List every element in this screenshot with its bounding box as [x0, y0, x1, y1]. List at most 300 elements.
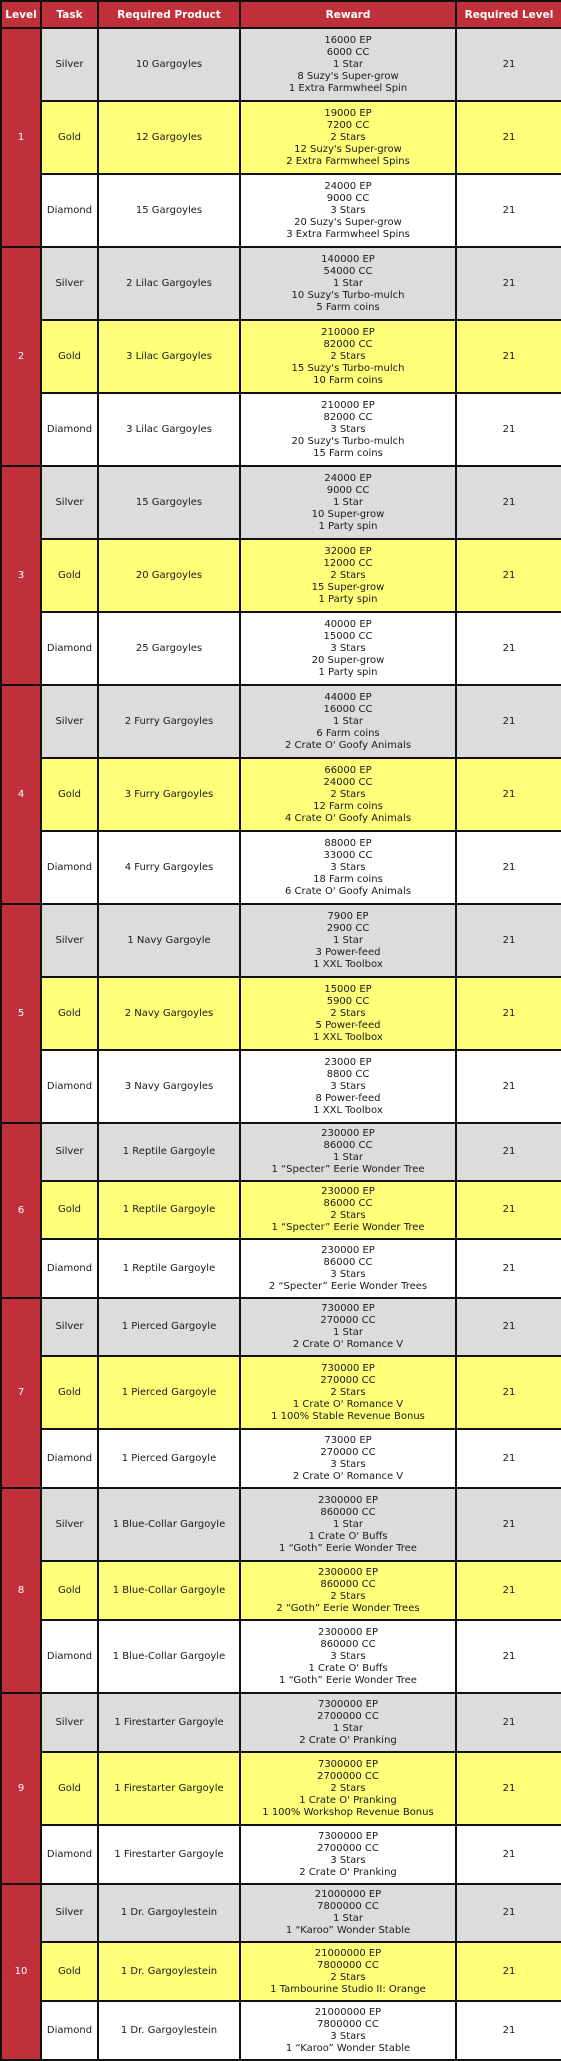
table-row [1, 247, 561, 320]
required-level-cell: 21 [456, 1561, 561, 1620]
required-product-cell: 1 Dr. Gargoylestein [98, 1884, 240, 1942]
required-product-cell: 1 Blue-Collar Gargoyle [98, 1561, 240, 1620]
reward-cell [240, 28, 456, 101]
reward-line: 210000 EP [321, 399, 375, 411]
reward-line: 6 Farm coins [316, 727, 380, 739]
required-level-cell: 21 [456, 612, 561, 685]
required-level-cell: 21 [456, 1123, 561, 1181]
reward-line: 16000 CC [323, 703, 373, 715]
reward-line: 3 Extra Farmwheel Spins [286, 228, 410, 240]
reward-line: 1 “Goth” Eerie Wonder Tree [279, 1674, 417, 1686]
reward-cell [240, 1050, 456, 1123]
reward-line: 32000 EP [324, 545, 372, 557]
reward-line: 2300000 EP [317, 1494, 379, 1506]
reward-line: 230000 EP [321, 1186, 375, 1197]
required-product-cell: 10 Gargoyles [98, 28, 240, 101]
reward-line: 730000 EP [321, 1362, 375, 1374]
table-row [1, 1693, 561, 1752]
task-cell: Silver [41, 247, 98, 320]
reward-line: 66000 EP [324, 764, 372, 776]
required-product-cell: 1 Pierced Gargoyle [98, 1298, 240, 1356]
reward-line: 1 Star [332, 715, 364, 727]
required-level-cell: 21 [456, 977, 561, 1050]
reward-line: 24000 EP [324, 180, 372, 192]
required-product-cell: 3 Navy Gargoyles [98, 1050, 240, 1123]
reward-line: 3 Stars [330, 861, 366, 873]
table-row [1, 28, 561, 101]
reward-cell [240, 1488, 456, 1561]
required-product-cell: 3 Lilac Gargoyles [98, 393, 240, 466]
reward-line: 1 Party spin [318, 520, 378, 532]
required-level-cell: 21 [456, 1356, 561, 1429]
reward-cell [240, 1181, 456, 1239]
reward-line: 1 100% Workshop Revenue Bonus [262, 1806, 434, 1818]
reward-line: 1 Party spin [318, 666, 378, 678]
table-row [1, 1239, 561, 1298]
level-cell: 3 [1, 466, 41, 685]
reward-line: 230000 EP [321, 1244, 375, 1256]
required-level-cell: 21 [456, 466, 561, 539]
reward-line: 1 Crate O' Romance V [292, 1398, 404, 1410]
header-level: Level [1, 1, 41, 28]
reward-cell [240, 612, 456, 685]
reward-line: 15 Farm coins [313, 447, 383, 459]
required-product-cell: 1 Dr. Gargoylestein [98, 2001, 240, 2060]
table-row [1, 977, 561, 1050]
task-cell: Diamond [41, 1620, 98, 1693]
reward-line: 1 Extra Farmwheel Spin [288, 82, 408, 94]
reward-line: 20 Suzy's Super-grow [294, 216, 402, 228]
required-product-cell: 1 Reptile Gargoyle [98, 1181, 240, 1239]
required-product-cell: 15 Gargoyles [98, 466, 240, 539]
table-row [1, 539, 561, 612]
reward-line: 82000 CC [323, 411, 373, 423]
table-row [1, 612, 561, 685]
reward-line: 1 Star [332, 1722, 364, 1734]
reward-cell [240, 1620, 456, 1693]
required-level-cell: 21 [456, 1884, 561, 1942]
required-product-cell: 1 Reptile Gargoyle [98, 1123, 240, 1181]
task-cell: Diamond [41, 612, 98, 685]
reward-line: 1 Star [332, 1327, 364, 1338]
reward-line: 2 Stars [330, 1782, 366, 1794]
reward-line: 3 Stars [330, 1458, 366, 1470]
table-row [1, 1050, 561, 1123]
reward-line: 2 “Goth” Eerie Wonder Trees [276, 1602, 420, 1614]
required-product-cell: 1 Reptile Gargoyle [98, 1239, 240, 1298]
reward-line: 2700000 CC [317, 1842, 379, 1854]
table-row [1, 1942, 561, 2001]
reward-line: 6000 CC [326, 46, 370, 58]
reward-line: 270000 CC [320, 1446, 376, 1458]
required-level-cell: 21 [456, 831, 561, 904]
table-row [1, 1123, 561, 1181]
task-cell: Diamond [41, 2001, 98, 2060]
reward-line: 1 Crate O' Buffs [308, 1662, 388, 1674]
reward-line: 2300000 EP [317, 1566, 379, 1578]
reward-line: 860000 CC [320, 1638, 376, 1650]
reward-line: 1 Crate O' Buffs [308, 1530, 388, 1542]
reward-line: 3 Stars [330, 1854, 366, 1866]
reward-line: 1 “Karoo” Wonder Stable [285, 2042, 411, 2054]
reward-line: 3 Stars [330, 204, 366, 216]
table-row [1, 685, 561, 758]
required-product-cell: 1 Pierced Gargoyle [98, 1429, 240, 1488]
reward-line: 8 Power-feed [315, 1092, 381, 1104]
task-cell: Gold [41, 1752, 98, 1825]
reward-cell [240, 1825, 456, 1884]
reward-line: 1 Star [332, 934, 364, 946]
reward-cell [240, 466, 456, 539]
reward-cell [240, 977, 456, 1050]
reward-line: 7900 EP [327, 910, 369, 922]
required-product-cell: 15 Gargoyles [98, 174, 240, 247]
reward-cell [240, 1356, 456, 1429]
reward-line: 2 Crate O' Pranking [299, 1734, 397, 1746]
table-row [1, 174, 561, 247]
reward-line: 5900 CC [326, 995, 370, 1007]
reward-cell [240, 831, 456, 904]
reward-line: 7200 CC [326, 119, 370, 131]
required-product-cell: 4 Furry Gargoyles [98, 831, 240, 904]
required-product-cell: 1 Blue-Collar Gargoyle [98, 1488, 240, 1561]
reward-line: 12 Farm coins [313, 800, 383, 812]
task-cell: Silver [41, 1884, 98, 1942]
table-row [1, 1356, 561, 1429]
table-row [1, 320, 561, 393]
table-row [1, 393, 561, 466]
task-cell: Silver [41, 904, 98, 977]
required-product-cell: 1 Blue-Collar Gargoyle [98, 1620, 240, 1693]
table-row [1, 1825, 561, 1884]
reward-line: 8 Suzy's Super-grow [297, 70, 399, 82]
reward-line: 1 Star [332, 1518, 364, 1530]
task-cell: Silver [41, 1123, 98, 1181]
reward-cell [240, 904, 456, 977]
reward-line: 15 Super-grow [311, 581, 385, 593]
reward-line: 4 Crate O' Goofy Animals [284, 812, 412, 824]
table-row [1, 101, 561, 174]
required-level-cell: 21 [456, 393, 561, 466]
reward-line: 2 Stars [330, 131, 366, 143]
reward-line: 20 Suzy's Turbo-mulch [291, 435, 405, 447]
reward-line: 6 Crate O' Goofy Animals [284, 885, 412, 897]
reward-line: 860000 CC [320, 1578, 376, 1590]
reward-cell [240, 174, 456, 247]
reward-cell [240, 2001, 456, 2060]
table-row [1, 1298, 561, 1356]
level-cell: 6 [1, 1123, 41, 1298]
reward-cell [240, 1693, 456, 1752]
reward-line: 2 Stars [330, 1210, 366, 1221]
reward-line: 1 Crate O' Pranking [299, 1794, 397, 1806]
reward-cell [240, 1239, 456, 1298]
task-cell: Gold [41, 1942, 98, 2001]
required-level-cell: 21 [456, 1298, 561, 1356]
required-level-cell: 21 [456, 1752, 561, 1825]
required-level-cell: 21 [456, 904, 561, 977]
reward-cell [240, 101, 456, 174]
reward-line: 2 Stars [330, 1007, 366, 1019]
level-cell: 8 [1, 1488, 41, 1693]
required-product-cell: 2 Navy Gargoyles [98, 977, 240, 1050]
table-row [1, 1429, 561, 1488]
task-cell: Gold [41, 758, 98, 831]
table-row [1, 1488, 561, 1561]
reward-line: 1 XXL Toolbox [313, 1104, 383, 1116]
required-level-cell: 21 [456, 101, 561, 174]
task-cell: Silver [41, 1693, 98, 1752]
reward-line: 7300000 EP [317, 1698, 379, 1710]
reward-line: 270000 CC [320, 1315, 376, 1326]
required-product-cell: 3 Lilac Gargoyles [98, 320, 240, 393]
reward-line: 15 Suzy's Turbo-mulch [291, 362, 405, 374]
reward-line: 1 Star [332, 277, 364, 289]
reward-line: 86000 CC [323, 1256, 373, 1268]
task-cell: Gold [41, 1356, 98, 1429]
reward-line: 1 Star [332, 1913, 364, 1924]
level-cell: 5 [1, 904, 41, 1123]
reward-line: 2 Stars [330, 1590, 366, 1602]
reward-line: 10 Super-grow [311, 508, 385, 520]
task-cell: Silver [41, 466, 98, 539]
required-product-cell: 1 Dr. Gargoylestein [98, 1942, 240, 2001]
reward-line: 8800 CC [326, 1068, 370, 1080]
reward-line: 3 Stars [330, 642, 366, 654]
task-cell: Silver [41, 685, 98, 758]
reward-line: 1 XXL Toolbox [313, 958, 383, 970]
header-required-product: Required Product [98, 1, 240, 28]
task-cell: Gold [41, 1181, 98, 1239]
required-level-cell: 21 [456, 1181, 561, 1239]
reward-line: 2 Crate O' Romance V [292, 1339, 404, 1350]
required-product-cell: 1 Firestarter Gargoyle [98, 1693, 240, 1752]
reward-line: 15000 CC [323, 630, 373, 642]
task-cell: Gold [41, 101, 98, 174]
reward-line: 7800000 CC [317, 1901, 379, 1912]
reward-line: 1 Party spin [318, 593, 378, 605]
task-cell: Diamond [41, 393, 98, 466]
table-row [1, 1752, 561, 1825]
reward-line: 1 Star [332, 496, 364, 508]
reward-line: 2700000 CC [317, 1710, 379, 1722]
reward-cell [240, 320, 456, 393]
reward-line: 21000000 EP [314, 1947, 382, 1959]
reward-line: 2 Stars [330, 1386, 366, 1398]
required-product-cell: 3 Furry Gargoyles [98, 758, 240, 831]
required-level-cell: 21 [456, 758, 561, 831]
reward-line: 54000 CC [323, 265, 373, 277]
required-product-cell: 25 Gargoyles [98, 612, 240, 685]
table-row [1, 1620, 561, 1693]
required-product-cell: 12 Gargoyles [98, 101, 240, 174]
header-task: Task [41, 1, 98, 28]
level-cell: 4 [1, 685, 41, 904]
reward-line: 24000 CC [323, 776, 373, 788]
required-level-cell: 21 [456, 1825, 561, 1884]
reward-line: 2 Crate O' Goofy Animals [284, 739, 412, 751]
task-cell: Diamond [41, 1429, 98, 1488]
table-row [1, 758, 561, 831]
table-row [1, 831, 561, 904]
reward-line: 3 Stars [330, 2030, 366, 2042]
table-row [1, 1181, 561, 1239]
task-cell: Silver [41, 28, 98, 101]
table-row [1, 466, 561, 539]
reward-line: 1 “Goth” Eerie Wonder Tree [279, 1542, 417, 1554]
reward-line: 3 Power-feed [315, 946, 381, 958]
task-cell: Diamond [41, 1239, 98, 1298]
required-level-cell: 21 [456, 1620, 561, 1693]
reward-cell [240, 1561, 456, 1620]
reward-line: 19000 EP [324, 107, 372, 119]
reward-line: 20 Super-grow [311, 654, 385, 666]
reward-line: 2 Stars [330, 788, 366, 800]
reward-line: 140000 EP [321, 253, 375, 265]
required-level-cell: 21 [456, 1050, 561, 1123]
reward-line: 1 “Specter” Eerie Wonder Tree [271, 1164, 425, 1175]
reward-line: 21000000 EP [314, 2006, 382, 2018]
reward-line: 7300000 EP [317, 1830, 379, 1842]
reward-line: 10 Farm coins [313, 374, 383, 386]
required-level-cell: 21 [456, 685, 561, 758]
table-body [1, 28, 561, 2060]
reward-line: 12 Suzy's Super-grow [294, 143, 402, 155]
task-cell: Silver [41, 1488, 98, 1561]
header-reward: Reward [240, 1, 456, 28]
level-cell: 1 [1, 28, 41, 247]
task-cell: Diamond [41, 174, 98, 247]
required-level-cell: 21 [456, 1942, 561, 2001]
reward-line: 270000 CC [320, 1374, 376, 1386]
reward-line: 40000 EP [324, 618, 372, 630]
reward-line: 3 Stars [330, 423, 366, 435]
required-level-cell: 21 [456, 320, 561, 393]
reward-line: 2 “Specter” Eerie Wonder Trees [268, 1280, 428, 1292]
required-level-cell: 21 [456, 1693, 561, 1752]
reward-line: 5 Power-feed [315, 1019, 381, 1031]
level-cell: 10 [1, 1884, 41, 2060]
reward-line: 1 Star [332, 1152, 364, 1163]
required-product-cell: 20 Gargoyles [98, 539, 240, 612]
task-cell: Diamond [41, 1825, 98, 1884]
reward-line: 1 Tambourine Studio II: Orange [270, 1983, 426, 1995]
reward-line: 5 Farm coins [316, 301, 380, 313]
reward-cell [240, 393, 456, 466]
reward-line: 86000 CC [323, 1140, 373, 1151]
task-cell: Diamond [41, 1050, 98, 1123]
required-level-cell: 21 [456, 1429, 561, 1488]
reward-line: 73000 EP [324, 1434, 372, 1446]
required-level-cell: 21 [456, 247, 561, 320]
reward-cell [240, 1123, 456, 1181]
reward-cell [240, 1884, 456, 1942]
reward-line: 82000 CC [323, 338, 373, 350]
reward-line: 86000 CC [323, 1198, 373, 1209]
reward-cell [240, 1429, 456, 1488]
reward-line: 2 Extra Farmwheel Spins [286, 155, 410, 167]
required-level-cell: 21 [456, 1488, 561, 1561]
reward-line: 24000 EP [324, 472, 372, 484]
task-cell: Diamond [41, 831, 98, 904]
reward-line: 210000 EP [321, 326, 375, 338]
reward-line: 9000 CC [326, 484, 370, 496]
reward-cell [240, 685, 456, 758]
header-row [1, 1, 561, 28]
required-product-cell: 1 Pierced Gargoyle [98, 1356, 240, 1429]
reward-line: 730000 EP [321, 1303, 375, 1314]
task-cell: Gold [41, 1561, 98, 1620]
required-level-cell: 21 [456, 28, 561, 101]
level-cell: 2 [1, 247, 41, 466]
table-row [1, 1884, 561, 1942]
reward-line: 12000 CC [323, 557, 373, 569]
reward-line: 88000 EP [324, 837, 372, 849]
level-cell: 7 [1, 1298, 41, 1488]
reward-line: 9000 CC [326, 192, 370, 204]
table-row [1, 1561, 561, 1620]
reward-line: 15000 EP [324, 983, 372, 995]
reward-line: 18 Farm coins [313, 873, 383, 885]
reward-cell [240, 1298, 456, 1356]
task-cell: Gold [41, 977, 98, 1050]
reward-line: 7800000 CC [317, 2018, 379, 2030]
required-product-cell: 1 Firestarter Gargoyle [98, 1825, 240, 1884]
reward-cell [240, 1942, 456, 2001]
reward-line: 1 “Karoo” Wonder Stable [285, 1925, 411, 1936]
required-level-cell: 21 [456, 539, 561, 612]
reward-line: 2 Stars [330, 350, 366, 362]
reward-line: 1 100% Stable Revenue Bonus [271, 1410, 425, 1422]
required-level-cell: 21 [456, 174, 561, 247]
required-product-cell: 2 Lilac Gargoyles [98, 247, 240, 320]
reward-cell [240, 1752, 456, 1825]
reward-line: 2 Stars [330, 569, 366, 581]
reward-line: 33000 CC [323, 849, 373, 861]
reward-line: 1 “Specter” Eerie Wonder Tree [271, 1222, 425, 1233]
required-product-cell: 2 Furry Gargoyles [98, 685, 240, 758]
required-level-cell: 21 [456, 1239, 561, 1298]
reward-line: 16000 EP [324, 34, 372, 46]
reward-line: 860000 CC [320, 1506, 376, 1518]
reward-cell [240, 539, 456, 612]
reward-line: 2 Crate O' Pranking [299, 1866, 397, 1878]
reward-cell [240, 247, 456, 320]
reward-line: 21000000 EP [314, 1889, 382, 1900]
reward-cell [240, 758, 456, 831]
level-cell: 9 [1, 1693, 41, 1884]
reward-line: 1 XXL Toolbox [313, 1031, 383, 1043]
reward-line: 3 Stars [330, 1080, 366, 1092]
task-cell: Silver [41, 1298, 98, 1356]
reward-line: 2900 CC [326, 922, 370, 934]
reward-line: 10 Suzy's Turbo-mulch [291, 289, 405, 301]
reward-line: 3 Stars [330, 1650, 366, 1662]
required-product-cell: 1 Firestarter Gargoyle [98, 1752, 240, 1825]
reward-line: 2300000 EP [317, 1626, 379, 1638]
reward-line: 230000 EP [321, 1128, 375, 1139]
reward-line: 23000 EP [324, 1056, 372, 1068]
required-product-cell: 1 Navy Gargoyle [98, 904, 240, 977]
required-level-cell: 21 [456, 2001, 561, 2060]
table-row [1, 2001, 561, 2060]
reward-line: 3 Stars [330, 1268, 366, 1280]
task-cell: Gold [41, 539, 98, 612]
reward-line: 7300000 EP [317, 1758, 379, 1770]
reward-line: 2700000 CC [317, 1770, 379, 1782]
task-cell: Gold [41, 320, 98, 393]
reward-line: 7800000 CC [317, 1959, 379, 1971]
